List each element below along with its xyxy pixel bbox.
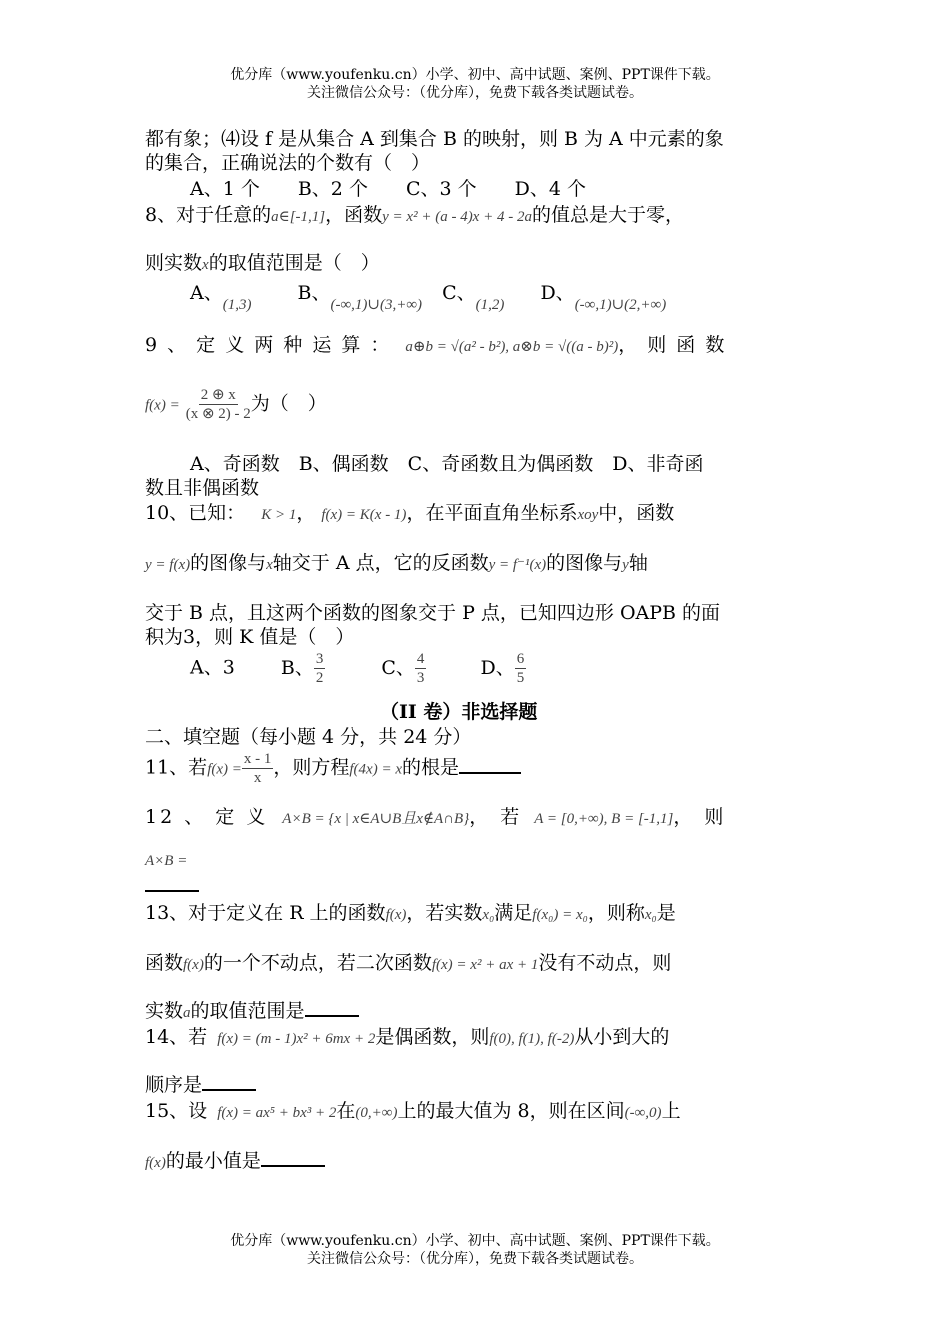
- footer-line-2: 关注微信公众号：（优分库），免费下载各类试题试卷。: [307, 1251, 643, 1267]
- q14-answer-blank[interactable]: [202, 1073, 256, 1091]
- section2-title: 二、填空题（每小题 4 分，共 24 分）: [145, 726, 472, 748]
- page-header: [0, 66, 950, 102]
- q12-line2: A×B =: [145, 853, 188, 869]
- q11: 11、若f(x) = $\frac{x - 1}{x}$ ，则方程f(4x) = x的根是: [145, 750, 521, 787]
- q7-line2: 的集合，正确说法的个数有（ ）: [145, 152, 431, 174]
- q13-answer-blank[interactable]: [305, 999, 359, 1017]
- header-line-1: 优分库（www.youfenku.cn）小学、初中、高中试题、案例、PPT课件下载。: [230, 67, 720, 83]
- q11-answer-blank[interactable]: [459, 756, 521, 774]
- q10-line1: 10、已知： K > 1， f(x) = K(x - 1)，在平面直角坐标系xoy中，函数: [145, 502, 675, 524]
- q13-line1: 13、对于定义在 R 上的函数f(x)，若实数x₀满足f(x₀) = x₀，则称x₀是: [145, 902, 676, 924]
- q15-line1: 15、设 f(x) = ax⁵ + bx³ + 2在(0,+∞)上的最大值为 8，则在区间(-∞,0)上: [145, 1100, 681, 1122]
- q9-function: f(x) = $\frac{2 \oplus x}{(x \otimes 2) - 2}$ 为（ ）: [145, 387, 327, 422]
- q8-options: A、$_{(1,3)}$ B、$_{(-\infty,1)\cup(3,+\infty)}$ C、$_{(1,2)}$ D、$_{(-\infty,1)\cup(2,+\infty)}$: [190, 282, 667, 313]
- q12-line1: 12 、 定 义 A×B = {x | x∈A∪B且x∉A∩B}， 若 A = [0,+∞), B = [-1,1]， 则: [145, 806, 727, 828]
- q9-line4: 数且非偶函数: [145, 477, 260, 499]
- q13-line3: 实数a的取值范围是: [145, 996, 359, 1023]
- q9-options: A、奇函数 B、偶函数 C、奇函数且为偶函数 D、非奇函: [190, 453, 704, 475]
- q8-function: y = x² + (a - 4)x + 4 - 2a: [382, 209, 532, 225]
- q7-line1: 都有象；⑷设 f 是从集合 A 到集合 B 的映射，则 B 为 A 中元素的象: [145, 128, 724, 150]
- q14-line2: 顺序是: [145, 1070, 256, 1097]
- q12-answer-blank[interactable]: [145, 874, 199, 897]
- q7-options: A、1 个 B、2 个 C、3 个 D、4 个: [190, 178, 586, 200]
- q8-condition: a∈[-1,1]: [271, 209, 326, 225]
- q15-line2: f(x)的最小值是: [145, 1146, 325, 1173]
- q10-line4: 积为3，则 K 值是（ ）: [145, 626, 355, 648]
- page-footer: [0, 1232, 950, 1268]
- q9-line1: 9 、 定 义 两 种 运 算 ： a⊕b = √(a² - b²), a⊗b = √((a - b)²)， 则 函 数: [145, 334, 727, 356]
- q15-answer-blank[interactable]: [261, 1149, 325, 1167]
- q10-line3: 交于 B 点，且这两个函数的图象交于 P 点，已知四边形 OAPB 的面: [145, 602, 721, 624]
- part2-title: （II 卷）非选择题: [380, 701, 538, 723]
- footer-line-1: 优分库（www.youfenku.cn）小学、初中、高中试题、案例、PPT课件下载。: [230, 1233, 720, 1249]
- q8-line2: 则实数x的取值范围是（ ）: [145, 252, 380, 274]
- q13-line2: 函数f(x)的一个不动点，若二次函数f(x) = x² + ax + 1没有不动点，则: [145, 952, 672, 974]
- q9-operations: a⊕b = √(a² - b²), a⊗b = √((a - b)²): [405, 339, 619, 355]
- header-line-2: 关注微信公众号：（优分库），免费下载各类试题试卷。: [307, 85, 643, 101]
- q14-line1: 14、若 f(x) = (m - 1)x² + 6mx + 2是偶函数，则f(0), f(1), f(-2)从小到大的: [145, 1026, 670, 1048]
- q10-options: A、3 B、 $\frac{3}{2}$ C、 $\frac{4}{3}$ D、 $\frac{6}{5}$: [190, 651, 525, 686]
- q10-line2: y = f(x)的图像与x轴交于 A 点，它的反函数y = f⁻¹(x)的图像与y轴: [145, 552, 648, 574]
- q8-line1: 8、对于任意的a∈[-1,1]，函数y = x² + (a - 4)x + 4 - 2a的值总是大于零，: [145, 204, 684, 226]
- q9-fraction: $\frac{2 \oplus x}{(x \otimes 2) - 2}$: [185, 387, 251, 422]
